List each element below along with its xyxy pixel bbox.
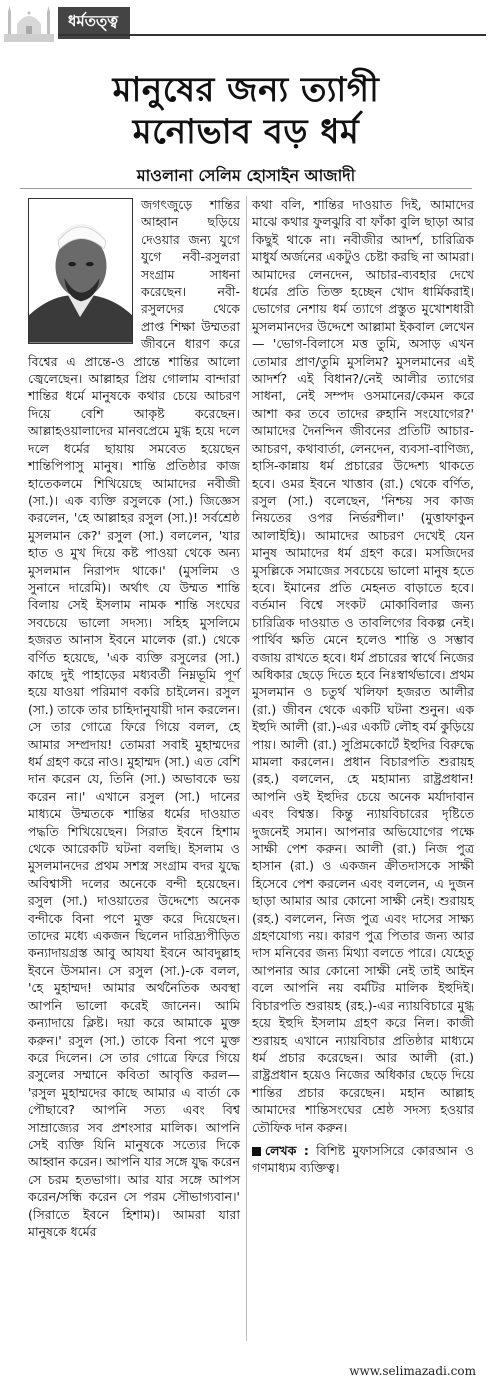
article-text-left: জগৎজুড়ে শান্তির আহ্বান ছড়িয়ে দেওয়ার জন্য যুগে যুগে নবী-রসুলরা সংগ্রাম সাধনা করেছেন। নবী-রসুলদের থেকে প্রাপ্ত শিক্ষা উম্মতরা জীবনে ধারণ করে বিশ্বের এ প্রান্তে-ও প্রান্তে শান্তির আলো জ্বেলেছেন। আল্লাহর প্রিয় গোলাম বান্দারা শান্তির ধর্মে মানুষকে কথার চেয়ে আচরণ দিয়ে বেশি আকৃষ্ট করেছেন। আল্লাহওয়ালাদের মানবপ্রেমে মুগ্ধ হয়ে দলে দলে ধর্মের ছায়ায় সমবেত হয়েছেন শান্তিপিপাসু মানুষ। শান্তি প্রতিষ্ঠার কাজ হাতেকলমে শিখিয়েছে আমাদের নবীজী (সা.)। এক ব্যক্তি রসুলকে (সা.) জিজ্ঞেস করলেন, 'হে আল্লাহর রসুল (সা.)! সর্বশ্রেষ্ঠ মুসলমান কে?' রসুল (সা.) বললেন, 'যার হাত ও মুখ দিয়ে কষ্ট পাওয়া থেকে অন্য মুসলমান নিরাপদ থাকে।' (মুসলিম ও সুনানে দারেমি)। অর্থাৎ যে উম্মত শান্তি বিলায় সেই ইসলাম নামক শান্তি সংঘের সবচেয়ে ভালো সদস্য। সহিহ মুসলিমে হজরত আনাস ইবনে মালেক (রা.) থেকে বর্ণিত হয়েছে, 'এক ব্যক্তি রসুলের (সা.) কাছে দুই পাহাড়ের মধ্যবর্তী নিম্নভূমি পূর্ণ হয়ে যাওয়া পরিমাণ বকরি চাইলেন। রসুল (সা.) তাকে তার চাহিদানুযায়ী দান করলেন। সে তার গোত্রে ফিরে গিয়ে বলল, হে আমার সম্প্রদায়! তোমরা সবাই মুহাম্মদের ধর্ম গ্রহণ করে নাও। মুহাম্মদ (সা.) এত বেশি দান করেন যে, তিনি (সা.) অভাবকে ভয় করেন না।' এখানে রসুল (সা.) দানের মাধ্যমে উম্মতকে শান্তির ধর্মের দাওয়াত পদ্ধতি শিখিয়েছেন। সিরাত ইবনে হিশাম থেকে আরেকটি ঘটনা বলছি। ইসলাম ও মুসলমানদের প্রথম সশস্ত্র সংগ্রাম বদর যুদ্ধে অবিশ্বাসী দলের অনেকে বন্দী হয়েছেন। রসুল (সা.) দাওয়াতের উদ্দেশ্যে অনেক বন্দীকে বিনা পণে মুক্ত করে দিয়েছেন। তাদের মধ্যে একজন ছিলেন দারিদ্র্যপীড়িত কন্যাদায়গ্রস্ত আবু আযযা ইবনে আবদুল্লাহ ইবনে উসমান। সে রসুল (সা.)-কে বলল, 'হে মুহাম্মদ! আমার অর্থনৈতিক অবস্থা আপনি ভালো করেই জানেন। আমি কন্যাদায়ে ক্লিষ্ট। দয়া করে আমাকে মুক্ত করুন।' রসুল (সা.) তাকে বিনা পণে মুক্ত করে দিলেন। সে তার গোত্রে ফিরে গিয়ে রসুলের সম্মানে কবিতা আবৃত্তি করল— 'রসুল মুহাম্মদের কাছে আমার এ বার্তা কে পৌছাবে? আপনি সত্য এবং বিশ্ব সাম্রাজ্যের সব প্রশংসার মালিক। আপনি সেই ব্যক্তি যিনি মানুষকে সত্যের দিকে আহ্বান করেন। আপনি যার সঙ্গে যুদ্ধ করেন সে চরম হতভাগা। আর যার সঙ্গে আপস করেন/সন্ধি করেন সে পরম সৌভাগ্যবান।' (সিরাতে ইবনে হিশাম)। আমরা যারা মানুষকে ধর্মের xyxy=(28,197,240,1239)
article-column-right xyxy=(252,196,474,1176)
headline-line-1: মানুষের জন্য ত্যাগী xyxy=(112,70,380,110)
author-note xyxy=(252,1142,474,1176)
section-rule xyxy=(58,34,486,36)
mosque-icon xyxy=(4,4,54,42)
section-label: ধর্মতত্ত্ব xyxy=(58,7,130,39)
column-divider xyxy=(246,196,247,1341)
byline-rule xyxy=(20,188,472,189)
author-note-label: লেখক : xyxy=(265,1142,309,1158)
author-photo xyxy=(28,198,133,344)
bullet-square-icon xyxy=(252,1147,261,1156)
section-header xyxy=(0,0,492,44)
byline: মাওলানা সেলিম হোসাইন আজাদী xyxy=(136,166,356,185)
article-column-left xyxy=(28,196,240,1240)
website-link[interactable]: www.selimazadi.com xyxy=(349,1364,476,1378)
headline-line-2: মনোভাব বড় ধর্ম xyxy=(132,112,360,152)
author-note-text: বিশিষ্ট মুফাসসিরে কোরআন ও গণমাধ্যম ব্যক্তিত্ব। xyxy=(252,1142,474,1175)
article-text-right: কথা বলি, শান্তির দাওয়াত দিই, আমাদের মাঝে কথার ফুলঝুরি বা ফাঁকা বুলি ছাড়া আর কিছুই থাকে না। নবীজীর আদর্শ, চারিত্রিক মাধুর্য অর্জনের একটুও চেষ্টা করছি না আমরা। আমাদের লেনদেন, আচার-ব্যবহার দেখে ধর্মের প্রতি তিক্ত হচ্ছেন খোদ ধার্মিকরাই। ভোগের নেশায় ধর্ম ত্যাগে প্রস্তুত মুখোশধারী মুসলমানদের উদ্দেশে আল্লামা ইকবাল লেখেন— 'ভোগ-বিলাসে মত্ত তুমি, অসাড় এখন তোমার প্রাণ/তুমি মুসলিম? মুসলমানের এই আদর্শ? এই বিধান?/নেই আলীর ত্যাগের সাধনা, নেই সম্পদ ওসমানের/কেমন করে আশা কর তবে তাদের রুহানি সংযোগের?' আমাদের দৈনন্দিন জীবনের প্রতিটি আচার-আচরণ, কথাবার্তা, লেনদেন, ব্যবসা-বাণিজ্য, হাসি-কান্নায় ধর্ম প্রচারের উদ্দেশ্য থাকতে হবে। ওমর ইবনে খাত্তাব (রা.) থেকে বর্ণিত, রসুল (সা.) বলেছেন, 'নিশ্চয় সব কাজ নিয়তের ওপর নির্ভরশীল।' (মুত্তাফাকুন আলাইহি)। আমাদের আচরণ দেখেই যেন মানুষ আমাদের ধর্ম গ্রহণ করে। মসজিদের মুসল্লিকে সমাজের সবচেয়ে ভালো মানুষ হতে হবে। ইমানের প্রতি মেহনত বাড়াতে হবে। বর্তমান বিশ্বে সংকট মোকাবিলার জন্য চারিত্রিক দাওয়াত ও তাবলিগের বিকল্প নেই। পার্থিব ক্ষতি মেনে হলেও শান্তি ও সম্ভাব বজায় রাখতে হবে। ধর্ম প্রচারের স্বার্থে নিজের অধিকার ছেড়ে দিতে হবে নিঃস্বার্থভাবে। প্রথম মুসলমান ও চতুর্থ খলিফা হজরত আলীর (রা.) জীবন থেকে একটি ঘটনা শুনুন। এক ইহুদি আলী (রা.)-এর একটি লৌহ বর্ম কুড়িয়ে পায়। আলী (রা.) সুপ্রিমকোর্টে ইহুদির বিরুদ্ধে মামলা করলেন। প্রধান বিচারপতি শুরায়হ (রহ.) বললেন, হে মহামান্য রাষ্ট্রপ্রধান! আপনি ওই ইহুদির চেয়ে অনেক মর্যাদাবান এবং বিশ্বস্ত। কিন্তু ন্যায়বিচারের দৃষ্টিতে দুজনেই সমান। আপনার অভিযোগের পক্ষে সাক্ষী পেশ করুন। আলী (রা.) নিজ পুত্র হাসান (রা.) ও একজন ক্রীতদাসকে সাক্ষী হিসেবে পেশ করলেন এবং বললেন, এ দুজন ছাড়া আমার আর কোনো সাক্ষী নেই। শুরায়হ (রহ.) বললেন, নিজ পুত্র এবং দাসের সাক্ষ্য গ্রহণযোগ্য নয়। কারণ পুত্র পিতার জন্য আর দাস মনিবের জন্য মিথ্যা বলতে পারে। যেহেতু আপনার আর কোনো সাক্ষী নেই তাই আইন বলে আপনি নয় বর্মটির মালিক ইহুদিই। বিচারপতি শুরায়হ (রহ.)-এর ন্যায়বিচারে মুগ্ধ হয়ে ইহুদি ইসলাম গ্রহণ করে নিল। কাজী শুরায়হ এখানে ন্যায়বিচার প্রতিষ্ঠার মাধ্যমে ধর্ম প্রচার করেছেন। আর আলী (রা.) রাষ্ট্রপ্রধান হয়েও নিজের অধিকার ছেড়ে দিয়ে শান্তির প্রচার করেছেন। মহান আল্লাহ আমাদের শান্তিসংঘের শ্রেষ্ঠ সদস্য হওয়ার তৌফিক দান করুন। xyxy=(252,197,474,1135)
